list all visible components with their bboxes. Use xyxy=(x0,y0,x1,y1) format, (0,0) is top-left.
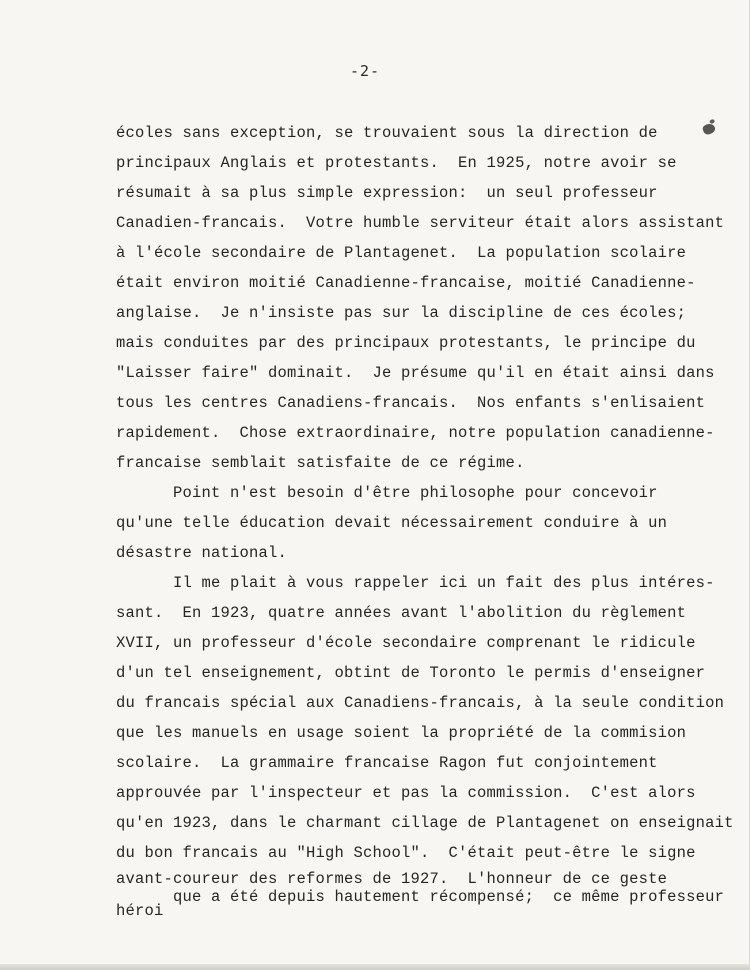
text-line: qu'en 1923, dans le charmant cillage de Plantagenet on enseignait xyxy=(116,814,734,832)
text-line: francaise semblait satisfaite de ce régime. xyxy=(116,454,525,472)
text-line: que a été depuis hautement récompensé; ce même professeur xyxy=(116,888,725,906)
text-line: avant-coureur des reformes de 1927. L'honneur de ce geste xyxy=(116,870,668,888)
text-line: désastre national. xyxy=(116,544,288,562)
text-line: du francais spécial aux Canadiens-francais, à la seule condition xyxy=(116,694,725,712)
text-line: sant. En 1923, quatre années avant l'abolition du règlement xyxy=(116,604,687,622)
text-line: mais conduites par des principaux protestants, le principe du xyxy=(116,334,696,352)
text-line: Canadien-francais. Votre humble serviteur était alors assistant xyxy=(116,214,725,232)
text-line: Il me plait à vous rappeler ici un fait des plus intéres- xyxy=(116,574,715,592)
text-line: écoles sans exception, se trouvaient sous la direction de xyxy=(116,124,658,142)
text-line: d'un tel enseignement, obtint de Toronto le permis d'enseigner xyxy=(116,664,706,682)
page-number: -2- xyxy=(350,62,381,80)
text-line: rapidement. Chose extraordinaire, notre population canadienne- xyxy=(116,424,715,442)
text-line: que les manuels en usage soient la propriété de la commision xyxy=(116,724,687,742)
text-line: du bon francais au "High School". C'était peut-être le signe xyxy=(116,844,696,862)
text-line: héroi xyxy=(116,902,164,920)
text-line: "Laisser faire" dominait. Je présume qu'il en était ainsi dans xyxy=(116,364,715,382)
text-line: tous les centres Canadiens-francais. Nos enfants s'enlisaient xyxy=(116,394,706,412)
page-edge xyxy=(0,964,750,970)
text-line: Point n'est besoin d'être philosophe pour concevoir xyxy=(116,484,658,502)
text-line: était environ moitié Canadienne-francaise, moitié Canadienne- xyxy=(116,274,696,292)
text-line: approuvée par l'inspecteur et pas la commission. C'est alors xyxy=(116,784,696,802)
text-line: anglaise. Je n'insiste pas sur la discipline de ces écoles; xyxy=(116,304,687,322)
text-line: qu'une telle éducation devait nécessairement conduire à un xyxy=(116,514,668,532)
text-line: XVII, un professeur d'école secondaire comprenant le ridicule xyxy=(116,634,696,652)
ink-blot xyxy=(702,122,717,136)
text-line: principaux Anglais et protestants. En 1925, notre avoir se xyxy=(116,154,677,172)
text-line: scolaire. La grammaire francaise Ragon fut conjointement xyxy=(116,754,658,772)
text-line: à l'école secondaire de Plantagenet. La population scolaire xyxy=(116,244,687,262)
text-line: résumait à sa plus simple expression: un seul professeur xyxy=(116,184,658,202)
